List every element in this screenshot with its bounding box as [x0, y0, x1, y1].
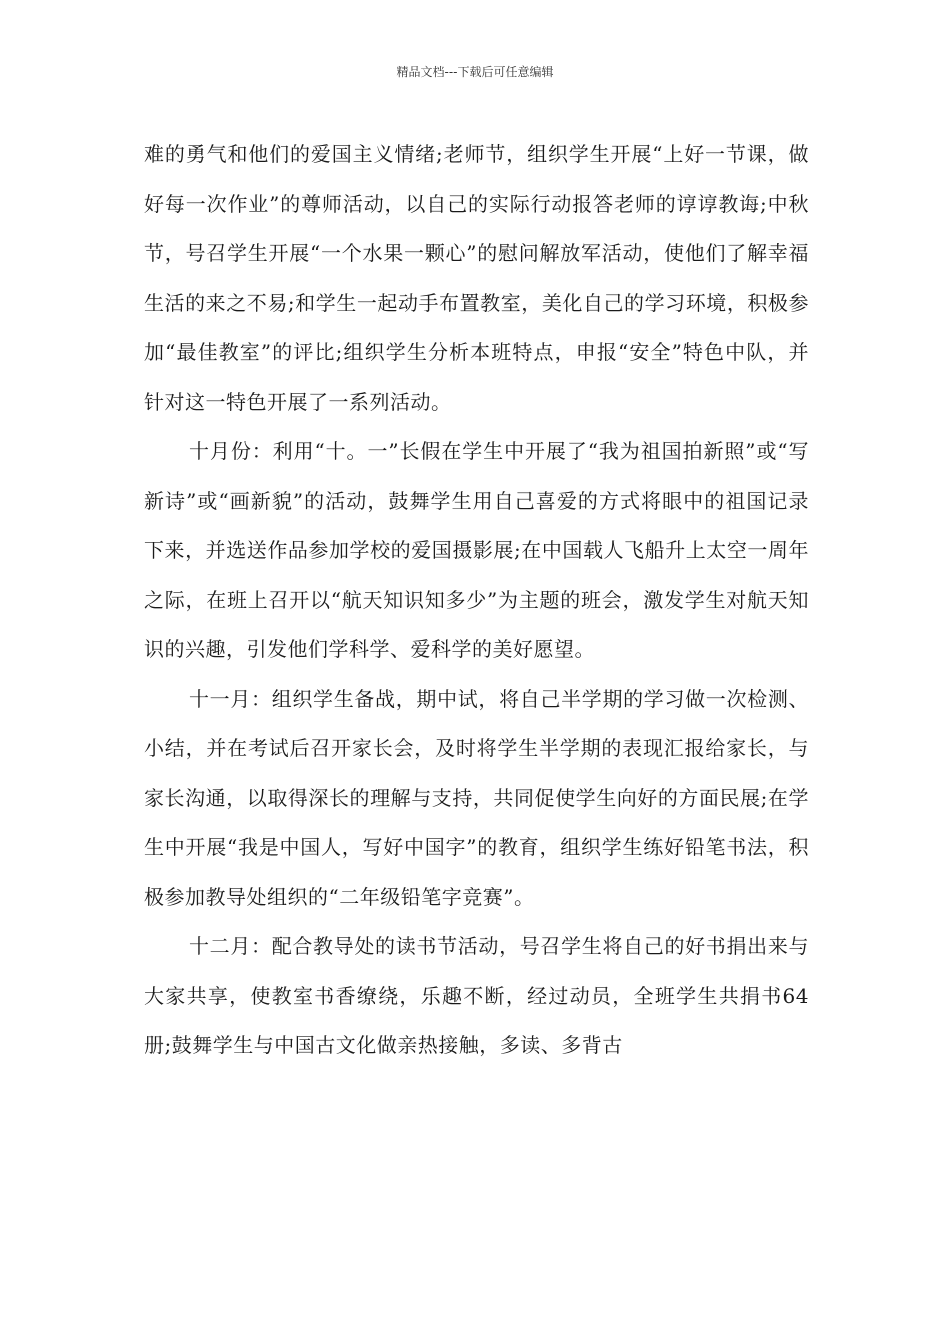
paragraph-continuation: 难的勇气和他们的爱国主义情绪;老师节，组织学生开展“上好一节课，做好每一次作业”的尊师活动，以自己的实际行动报答老师的谆谆教诲;中秋节，号召学生开展“一个水果一颗心”的慰问解放军活动，使他们了解幸福生活的来之不易;和学生一起动手布置教室，美化自己的学习环境，积极参加“最佳教室”的评比;组织学生分析本班特点，申报“安全”特色中队，并针对这一特色开展了一系列活动。 — [144, 142, 809, 414]
paragraph-october: 十月份：利用“十。一”长假在学生中开展了“我为祖国拍新照”或“写新诗”或“画新貌”的活动，鼓舞学生用自己喜爱的方式将眼中的祖国记录下来，并选送作品参加学校的爱国摄影展;在中国载人飞船升上太空一周年之际，在班上召开以“航天知识知多少”为主题的班会，激发学生对航天知识的兴趣，引发他们学科学、爱科学的美好愿望。 — [144, 439, 809, 661]
page-header: 精品文档---下载后可任意编辑 — [396, 65, 554, 79]
paragraph-november: 十一月：组织学生备战，期中试，将自己半学期的学习做一次检测、小结，并在考试后召开家长会，及时将学生半学期的表现汇报给家长，与家长沟通，以取得深长的理解与支持，共同促使学生向好的方面民展;在学生中开展“我是中国人，写好中国字”的教育，组织学生练好铅笔书法，积极参加教导处组织的“二年级铅笔字竞赛”。 — [144, 686, 809, 909]
document-body — [144, 130, 809, 1071]
paragraph-december: 十二月：配合教导处的读书节活动，号召学生将自己的好书捐出来与大家共享，使教室书香缭绕，乐趣不断，经过动员，全班学生共捐书64册;鼓舞学生与中国古文化做亲热接触，多读、多背古 — [144, 934, 809, 1057]
